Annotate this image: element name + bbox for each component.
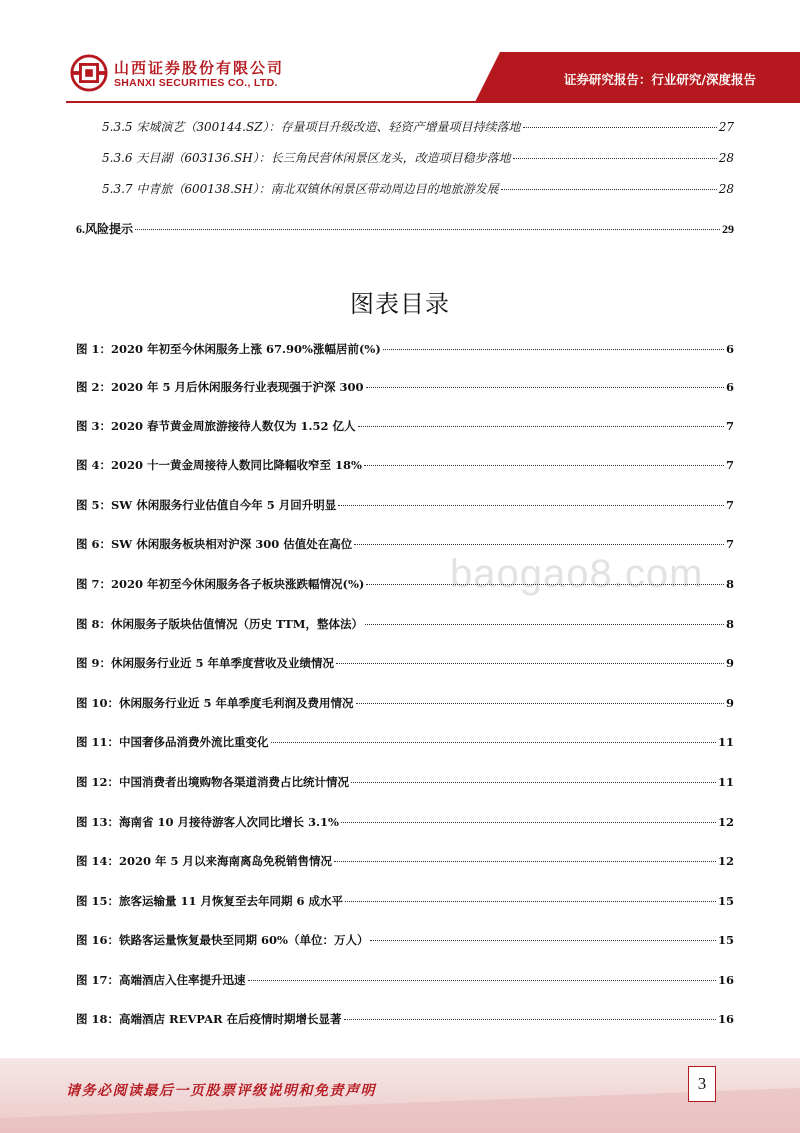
leader-dots [365, 624, 724, 625]
company-name-cn: 山西证券股份有限公司 [114, 59, 285, 77]
leader-dots [513, 158, 717, 159]
report-type: 证券研究报告：行业研究/深度报告 [563, 72, 756, 87]
figure-entry-page: 15 [717, 933, 734, 947]
company-name-en: SHANXI SECURITIES CO., LTD. [114, 77, 278, 89]
leader-dots [354, 544, 724, 545]
figure-entry-label: 图 17：高端酒店入住率提升迅速 [76, 973, 246, 987]
leader-dots [364, 465, 724, 466]
figures-list-title: 图表目录 [350, 290, 450, 318]
figure-entry[interactable] [76, 497, 734, 513]
toc-entry-page: 28 [718, 151, 734, 165]
figure-entry-label: 图 3：2020 春节黄金周旅游接待人数仅为 1.52 亿人 [76, 419, 356, 433]
page-footer [0, 1058, 800, 1133]
leader-dots [336, 663, 724, 664]
leader-dots [344, 1019, 716, 1020]
figure-entry-page: 7 [725, 537, 734, 551]
toc-entry[interactable] [102, 118, 734, 135]
figure-entry[interactable] [76, 774, 734, 790]
figure-entry-page: 6 [725, 342, 734, 356]
figure-entry-label: 图 9：休闲服务行业近 5 年单季度营收及业绩情况 [76, 656, 335, 670]
toc-entry-label: 5.3.7 中青旅（600138.SH）：南北双镇休闲景区带动周边目的地旅游发展 [102, 182, 499, 196]
figure-entry[interactable] [76, 536, 734, 552]
figure-entry-label: 图 15：旅客运输量 11 月恢复至去年同期 6 成水平 [76, 894, 344, 908]
figure-entry[interactable] [76, 972, 734, 988]
figure-entry[interactable] [76, 418, 734, 434]
figure-entry-page: 15 [717, 894, 734, 908]
toc-entry-page: 27 [718, 120, 734, 134]
leader-dots [345, 901, 716, 902]
page-header [0, 0, 800, 110]
figure-entry-page: 11 [717, 775, 734, 789]
figure-entry-page: 8 [725, 577, 734, 591]
page-number: 3 [688, 1066, 716, 1102]
leader-dots [523, 127, 717, 128]
figure-entry[interactable] [76, 893, 734, 909]
toc-entry[interactable] [76, 220, 734, 237]
figure-entry-page: 9 [725, 696, 734, 710]
leader-dots [135, 229, 720, 230]
figure-entry-label: 图 6：SW 休闲服务板块相对沪深 300 估值处在高位 [76, 537, 353, 551]
toc-entry-label: 5.3.5 宋城演艺（300144.SZ）：存量项目升级改造、轻资产增量项目持续落地 [102, 120, 521, 134]
figure-entry-label: 图 4：2020 十一黄金周接待人数同比降幅收窄至 18% [76, 458, 362, 472]
figure-entry-label: 图 7：2020 年初至今休闲服务各子板块涨跌幅情况(%) [76, 577, 365, 591]
figure-entry-page: 16 [717, 973, 734, 987]
figure-entry-page: 16 [717, 1012, 734, 1026]
toc-entry-label: 6.风险提示 [76, 222, 134, 236]
leader-dots [338, 505, 724, 506]
figure-entry[interactable] [76, 695, 734, 711]
figure-entry-label: 图 18：高端酒店 REVPAR 在后疫情时期增长显著 [76, 1012, 342, 1026]
toc-entry-page: 29 [722, 222, 734, 236]
figure-entry-page: 7 [725, 458, 734, 472]
figure-entry[interactable] [76, 457, 734, 473]
watermark: baogao8.com [450, 552, 704, 596]
figure-entry-page: 8 [725, 617, 734, 631]
figure-entry-page: 11 [717, 735, 734, 749]
toc-entry[interactable] [102, 149, 734, 166]
figure-entry[interactable] [76, 341, 734, 357]
figure-entry[interactable] [76, 734, 734, 750]
header-divider [66, 101, 800, 103]
leader-dots [370, 940, 716, 941]
figure-entry-page: 7 [725, 498, 734, 512]
figure-entry[interactable] [76, 814, 734, 830]
figure-entry[interactable] [76, 932, 734, 948]
leader-dots [383, 349, 724, 350]
leader-dots [366, 387, 724, 388]
leader-dots [366, 584, 724, 585]
leader-dots [248, 980, 716, 981]
leader-dots [271, 742, 716, 743]
leader-dots [341, 822, 716, 823]
figure-entry[interactable] [76, 616, 734, 632]
figure-entry-label: 图 12：中国消费者出境购物各渠道消费占比统计情况 [76, 775, 350, 789]
figure-entry-page: 12 [717, 854, 734, 868]
figure-entry[interactable] [76, 655, 734, 671]
figure-entry-label: 图 5：SW 休闲服务行业估值自今年 5 月回升明显 [76, 498, 337, 512]
company-logo-icon [70, 54, 108, 92]
figure-entry-label: 图 10：休闲服务行业近 5 年单季度毛利润及费用情况 [76, 696, 354, 710]
figure-entry-page: 12 [717, 815, 734, 829]
leader-dots [501, 189, 717, 190]
figure-entry-page: 9 [725, 656, 734, 670]
figure-entry-page: 6 [725, 380, 734, 394]
footer-disclaimer: 请务必阅读最后一页股票评级说明和免责声明 [66, 1083, 376, 1099]
figure-entry-label: 图 14：2020 年 5 月以来海南离岛免税销售情况 [76, 854, 333, 868]
figure-entry[interactable] [76, 379, 734, 395]
figure-entry-label: 图 8：休闲服务子版块估值情况（历史 TTM，整体法） [76, 617, 363, 631]
figure-entry-label: 图 16：铁路客运量恢复最快至同期 60%（单位：万人） [76, 933, 369, 947]
toc-entry-page: 28 [718, 182, 734, 196]
leader-dots [358, 426, 724, 427]
figure-entry[interactable] [76, 1011, 734, 1027]
figure-entry[interactable] [76, 853, 734, 869]
leader-dots [351, 782, 716, 783]
toc-entry[interactable] [102, 180, 734, 197]
leader-dots [334, 861, 716, 862]
figure-entry-label: 图 2：2020 年 5 月后休闲服务行业表现强于沪深 300 [76, 380, 364, 394]
figure-entry-label: 图 13：海南省 10 月接待游客人次同比增长 3.1% [76, 815, 339, 829]
figure-entry-label: 图 1：2020 年初至今休闲服务上涨 67.90%涨幅居前(%) [76, 342, 381, 356]
figure-entry[interactable] [76, 576, 734, 592]
figure-entry-label: 图 11：中国奢侈品消费外流比重变化 [76, 735, 269, 749]
toc-entry-label: 5.3.6 天目湖（603136.SH）：长三角民营休闲景区龙头，改造项目稳步落地 [102, 151, 511, 165]
leader-dots [356, 703, 724, 704]
figure-entry-page: 7 [725, 419, 734, 433]
